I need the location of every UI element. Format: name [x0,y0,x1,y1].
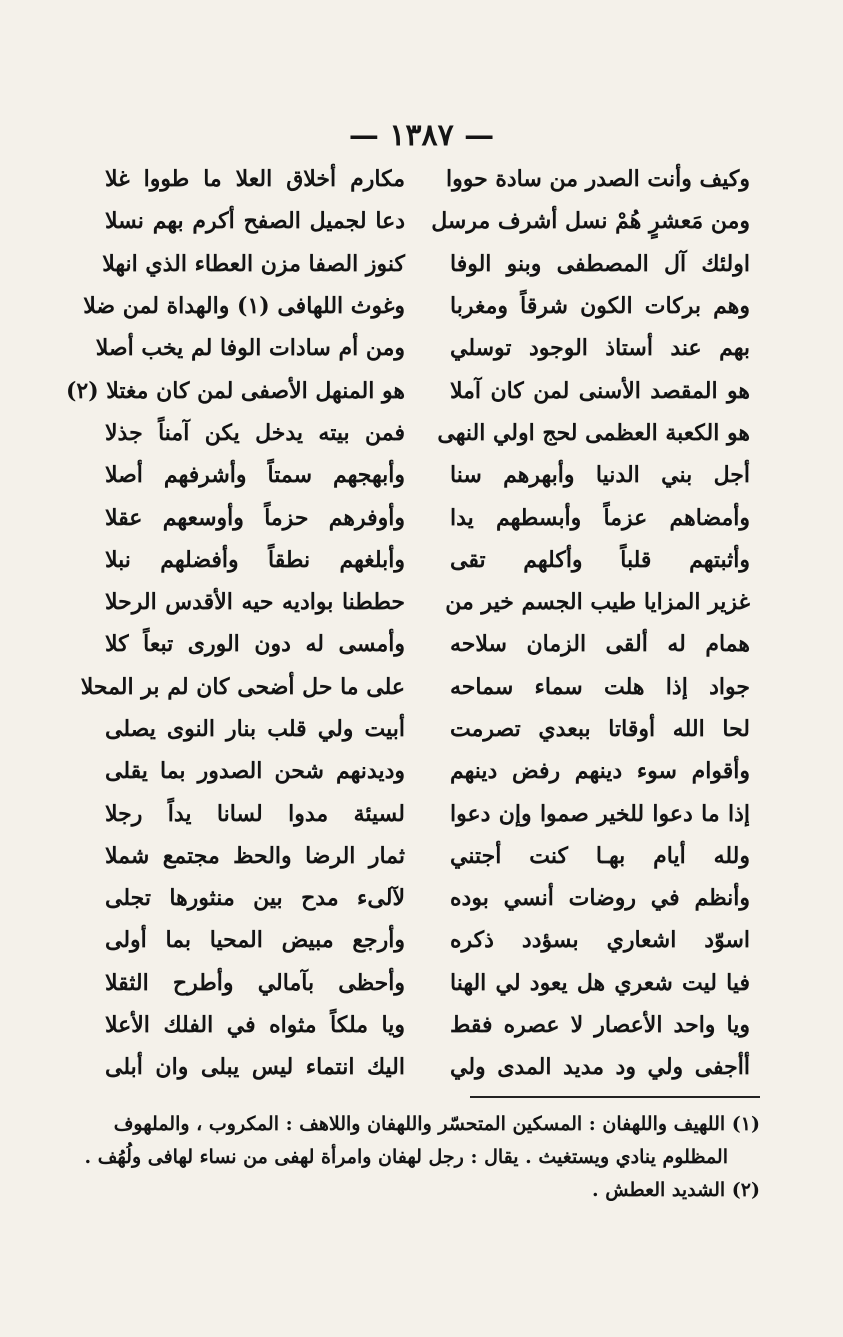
poem [65,158,750,1089]
verse-row [105,496,750,538]
verse-row [105,200,750,242]
verse-second-hemistich: دعا لجميل الصفح أكرم بهم نسلا [105,208,405,235]
footnote-1: (١) اللهيف واللهفان : المسكين المتحسّر واللهفان واللاهف : المكروب ، والملهوف [113,1113,760,1135]
verse-first-hemistich: ويا واحد الأعصار لا عصره فقط [450,1012,750,1039]
verse-second-hemistich: وأحظى بآمالي وأطرح الثقلا [105,969,405,996]
verse-row [105,919,750,961]
verse-row [105,158,750,200]
verse-first-hemistich: بهم عند أستاذ الوجود توسلي [450,335,750,362]
verse-row [105,1046,750,1088]
verse-row [105,623,750,665]
verse-second-hemistich: مكارم أخلاق العلا ما طووا غلا [105,166,405,193]
verse-first-hemistich: همام له ألقى الزمان سلاحه [450,631,750,658]
verse-row [95,327,750,369]
verse-row [105,877,750,919]
verse-second-hemistich: وغوث اللهافى (١) والهداة لمن ضلا [83,293,405,320]
verse-first-hemistich: اولئك آل المصطفى وبنو الوفا [450,250,750,277]
verse-first-hemistich: فيا ليت شعري هل يعود لي الهنا [450,969,750,996]
verse-first-hemistich: ومن مَعشرٍ هُمْ نسل أشرف مرسل [431,208,750,235]
verse-second-hemistich: وأوفرهم حزماً وأوسعهم عقلا [105,504,405,531]
verse-first-hemistich: إذا ما دعوا للخير صموا وإن دعوا [450,800,750,827]
verse-second-hemistich: وأبلغهم نطقاً وأفضلهم نبلا [105,546,405,573]
footnotes [84,1108,760,1207]
verse-second-hemistich: ويا ملكاً مثواه في الفلك الأعلا [105,1012,405,1039]
verse-second-hemistich: أبيت ولي قلب بنار النوى يصلى [105,716,405,742]
verse-second-hemistich: ثمار الرضا والحظ مجتمع شملا [105,842,405,869]
verse-second-hemistich: حططنا بواديه حيه الأقدس الرحلا [105,589,405,616]
verse-row [105,412,750,454]
verse-row [105,750,750,792]
verse-second-hemistich: هو المنهل الأصفى لمن كان مغتلا (٢) [65,377,405,404]
verse-first-hemistich: وأمضاهم عزماً وأبسطهم يدا [450,504,750,531]
verse-row [80,666,750,708]
verse-first-hemistich: جواد إذا هلت سماء سماحه [450,673,750,700]
verse-row [102,243,750,285]
footnote-divider [470,1096,760,1098]
verse-row [105,962,750,1004]
verse-first-hemistich: وأقوام سوء دينهم رفض دينهم [450,758,750,785]
verse-row [83,285,750,327]
verse-row [105,1004,750,1046]
verse-row [105,581,750,623]
verse-row [105,454,750,496]
verse-first-hemistich: أأجفى ولي ود مديد المدى ولي [450,1054,750,1081]
verse-first-hemistich: اسوّد اشعاري بسؤدد ذكره [450,927,750,954]
footnote-1-continuation: المظلوم ينادي ويستغيث . يقال : رجل لهفان وامرأة لهفى من نساء لهافى ولُهُف . [84,1146,728,1168]
verse-second-hemistich: كنوز الصفا مزن العطاء الذي انهلا [102,250,405,277]
verse-second-hemistich: لسيئة مدوا لسانا يداً رجلا [105,800,405,827]
verse-first-hemistich: هو الكعبة العظمى لحج اولي النهى [437,419,750,446]
footnote-2: (٢) الشديد العطش . [592,1179,760,1201]
verse-first-hemistich: وأثبتهم قلباً وأكلهم تقى [450,546,750,573]
verse-second-hemistich: اليك انتماء ليس يبلى وان أبلى [105,1054,405,1081]
verse-first-hemistich: غزير المزايا طيب الجسم خير من [445,589,750,616]
verse-first-hemistich: لحا الله أوقاتا ببعدي تصرمت [450,716,750,742]
verse-row [105,539,750,581]
verse-row [105,792,750,834]
page-number: — ١٣٨٧ — [348,118,495,153]
verse-second-hemistich: وأمسى له دون الورى تبعاً كلا [105,631,405,658]
verse-row [65,369,750,411]
verse-first-hemistich: ولله أيام بهـا كنت أجتني [450,842,750,869]
verse-first-hemistich: وكيف وأنت الصدر من سادة حووا [445,166,750,193]
verse-first-hemistich: هو المقصد الأسنى لمن كان آملا [450,377,750,404]
verse-second-hemistich: وأرجع مبيض المحيا بما أولى [105,927,405,954]
verse-second-hemistich: فمن بيته يدخل يكن آمناً جذلا [105,419,405,446]
verse-first-hemistich: وأنظم في روضات أنسي بوده [450,885,750,912]
verse-second-hemistich: وديدنهم شحن الصدور بما يقلى [105,758,405,785]
verse-first-hemistich: أجل بني الدنيا وأبهرهم سنا [450,462,750,489]
verse-first-hemistich: وهم بركات الكون شرقاً ومغربا [450,293,750,320]
verse-second-hemistich: لآلىء مدح بين منثورها تجلى [105,885,405,912]
verse-row [105,835,750,877]
verse-second-hemistich: ومن أم سادات الوفا لم يخب أصلا [95,335,405,362]
verse-second-hemistich: وأبهجهم سمتاً وأشرفهم أصلا [105,462,405,489]
verse-second-hemistich: على ما حل أضحى كان لم بر المحلا [80,673,405,700]
verse-row [105,708,750,750]
